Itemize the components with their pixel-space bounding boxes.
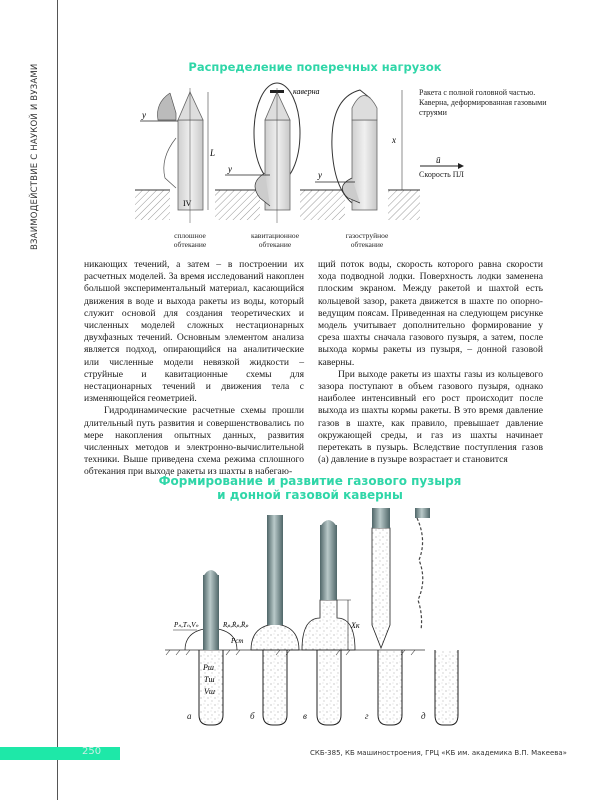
speed-arrow — [418, 155, 468, 169]
label-L: L — [210, 148, 216, 158]
stage-d — [415, 508, 430, 630]
label-x: x — [392, 135, 396, 145]
stage-letter-b: б — [250, 711, 255, 721]
label-p-st: Pст — [231, 637, 244, 645]
label-IV: IV — [183, 199, 192, 208]
caption-solid-flow — [160, 231, 220, 249]
figure2-title-line1: Формирование и развитие газового пузыря — [158, 474, 462, 488]
label-x-k: Xк — [351, 621, 360, 630]
stage-letter-a: а — [187, 711, 192, 721]
margin-rule — [57, 0, 58, 800]
stage-letter-c: в — [303, 711, 307, 721]
label-y2: y — [228, 164, 232, 174]
caption-line: газоструйное — [345, 231, 389, 240]
figure2-title-line2: и донной газовой каверны — [217, 488, 403, 502]
stage-b — [251, 515, 299, 650]
note-line: Каверна, деформированная газовыми струями — [419, 98, 547, 117]
text-column-left — [84, 259, 304, 479]
caption-cavitation-flow — [240, 231, 310, 249]
figure1-title: Распределение поперечных нагрузок — [188, 60, 442, 74]
caption-line: обтекание — [258, 240, 292, 249]
label-v-sh: Vш — [204, 687, 215, 696]
caption-gas-jet-flow — [332, 231, 402, 249]
paragraph: Гидродинамические расчетные схемы прошли длительный путь развития и совершенствовались по мере накопления опытных данных, развития численных методов и электронно-вычислительной техники. Выше приведена схема режима сплошного обтекания при выходе ракеты из шахты в набегаю- — [84, 405, 304, 478]
paragraph: щий поток воды, скорость которого равна скорости хода подводной лодки. Поверхность лодки заменена плоским экраном. Между ракетой и шахтой есть кольцевой зазор, ракета движется в шахте по опорно-ведущим поясам. Приведенная на следующем рисунке модель учитывает дополнительно формирование у среза шахты сначала газового пузыря, а затем, после выхода кормы ракеты из пузыря, – донной газовой каверны. — [318, 259, 543, 368]
label-r-terms: Rₚ,Ṙₚ,R̈ₚ — [223, 621, 249, 629]
page-number: 250 — [82, 746, 102, 757]
figure1-drawing — [120, 78, 420, 228]
speed-label: Скорость ПЛ — [419, 170, 464, 179]
label-p-sh: Pш — [203, 663, 214, 672]
figure2-title — [150, 474, 470, 502]
label-t-sh: Tш — [204, 675, 215, 684]
label-p-t-v: Pₙ,Tₙ,Vₙ — [174, 621, 199, 629]
text-column-right — [318, 259, 543, 466]
caption-line: обтекание — [173, 240, 207, 249]
figure2-drawing — [165, 500, 465, 730]
stage-letter-d: д — [421, 711, 426, 721]
page-number-bar — [0, 747, 120, 760]
caption-line: сплошное — [174, 231, 206, 240]
label-y1: y — [142, 110, 146, 120]
footer-credit: СКБ-385, КБ машиностроения, ГРЦ «КБ им. академика В.П. Макеева» — [310, 749, 567, 757]
stage-g — [372, 508, 390, 648]
silos — [199, 650, 458, 725]
caption-line: обтекание — [350, 240, 384, 249]
figure1-note — [419, 88, 569, 118]
paragraph: При выходе ракеты из шахты газы из кольцевого зазора поступают в объем газового пузыря, однако наиболее интенсивный его рост происходит после выхода из шахты кормы ракеты. В это время давление газов в шахте, как правило, превышает давление окружающей среды, и газ из шахты начинает перетекать в пузырь. Вследствие поступления газов (а) давление в пузыре возрастает и становится — [318, 368, 543, 466]
note-line: Ракета с полной головной частью. — [419, 88, 536, 97]
label-u: ū — [436, 155, 441, 165]
stage-a — [173, 570, 248, 696]
label-y3: y — [318, 170, 322, 180]
caption-line: кавитационное — [250, 231, 300, 240]
stage-letter-g: г — [365, 711, 369, 721]
running-title: ВЗАИМОДЕЙСТВИЕ С НАУКОЙ И ВУЗАМИ — [30, 63, 40, 250]
label-cavity: каверна — [293, 87, 320, 96]
stage-c — [302, 520, 360, 650]
paragraph: никающих течений, а затем – в построении их расчетных моделей. За время исследований накоплен большой экспериментальный материал, касающийся движения в воде и выхода ракеты из воды, который служит основой для создания теоретических и численных моделей сложных нестационарных двухфазных течений. Основным элементом анализа является подход, опирающийся на аналитические или численные модели невязкой жидкости – струйные и кавитационные схемы для нестационарных течений и движения тела с изменяющейся геометрией. — [84, 259, 304, 405]
